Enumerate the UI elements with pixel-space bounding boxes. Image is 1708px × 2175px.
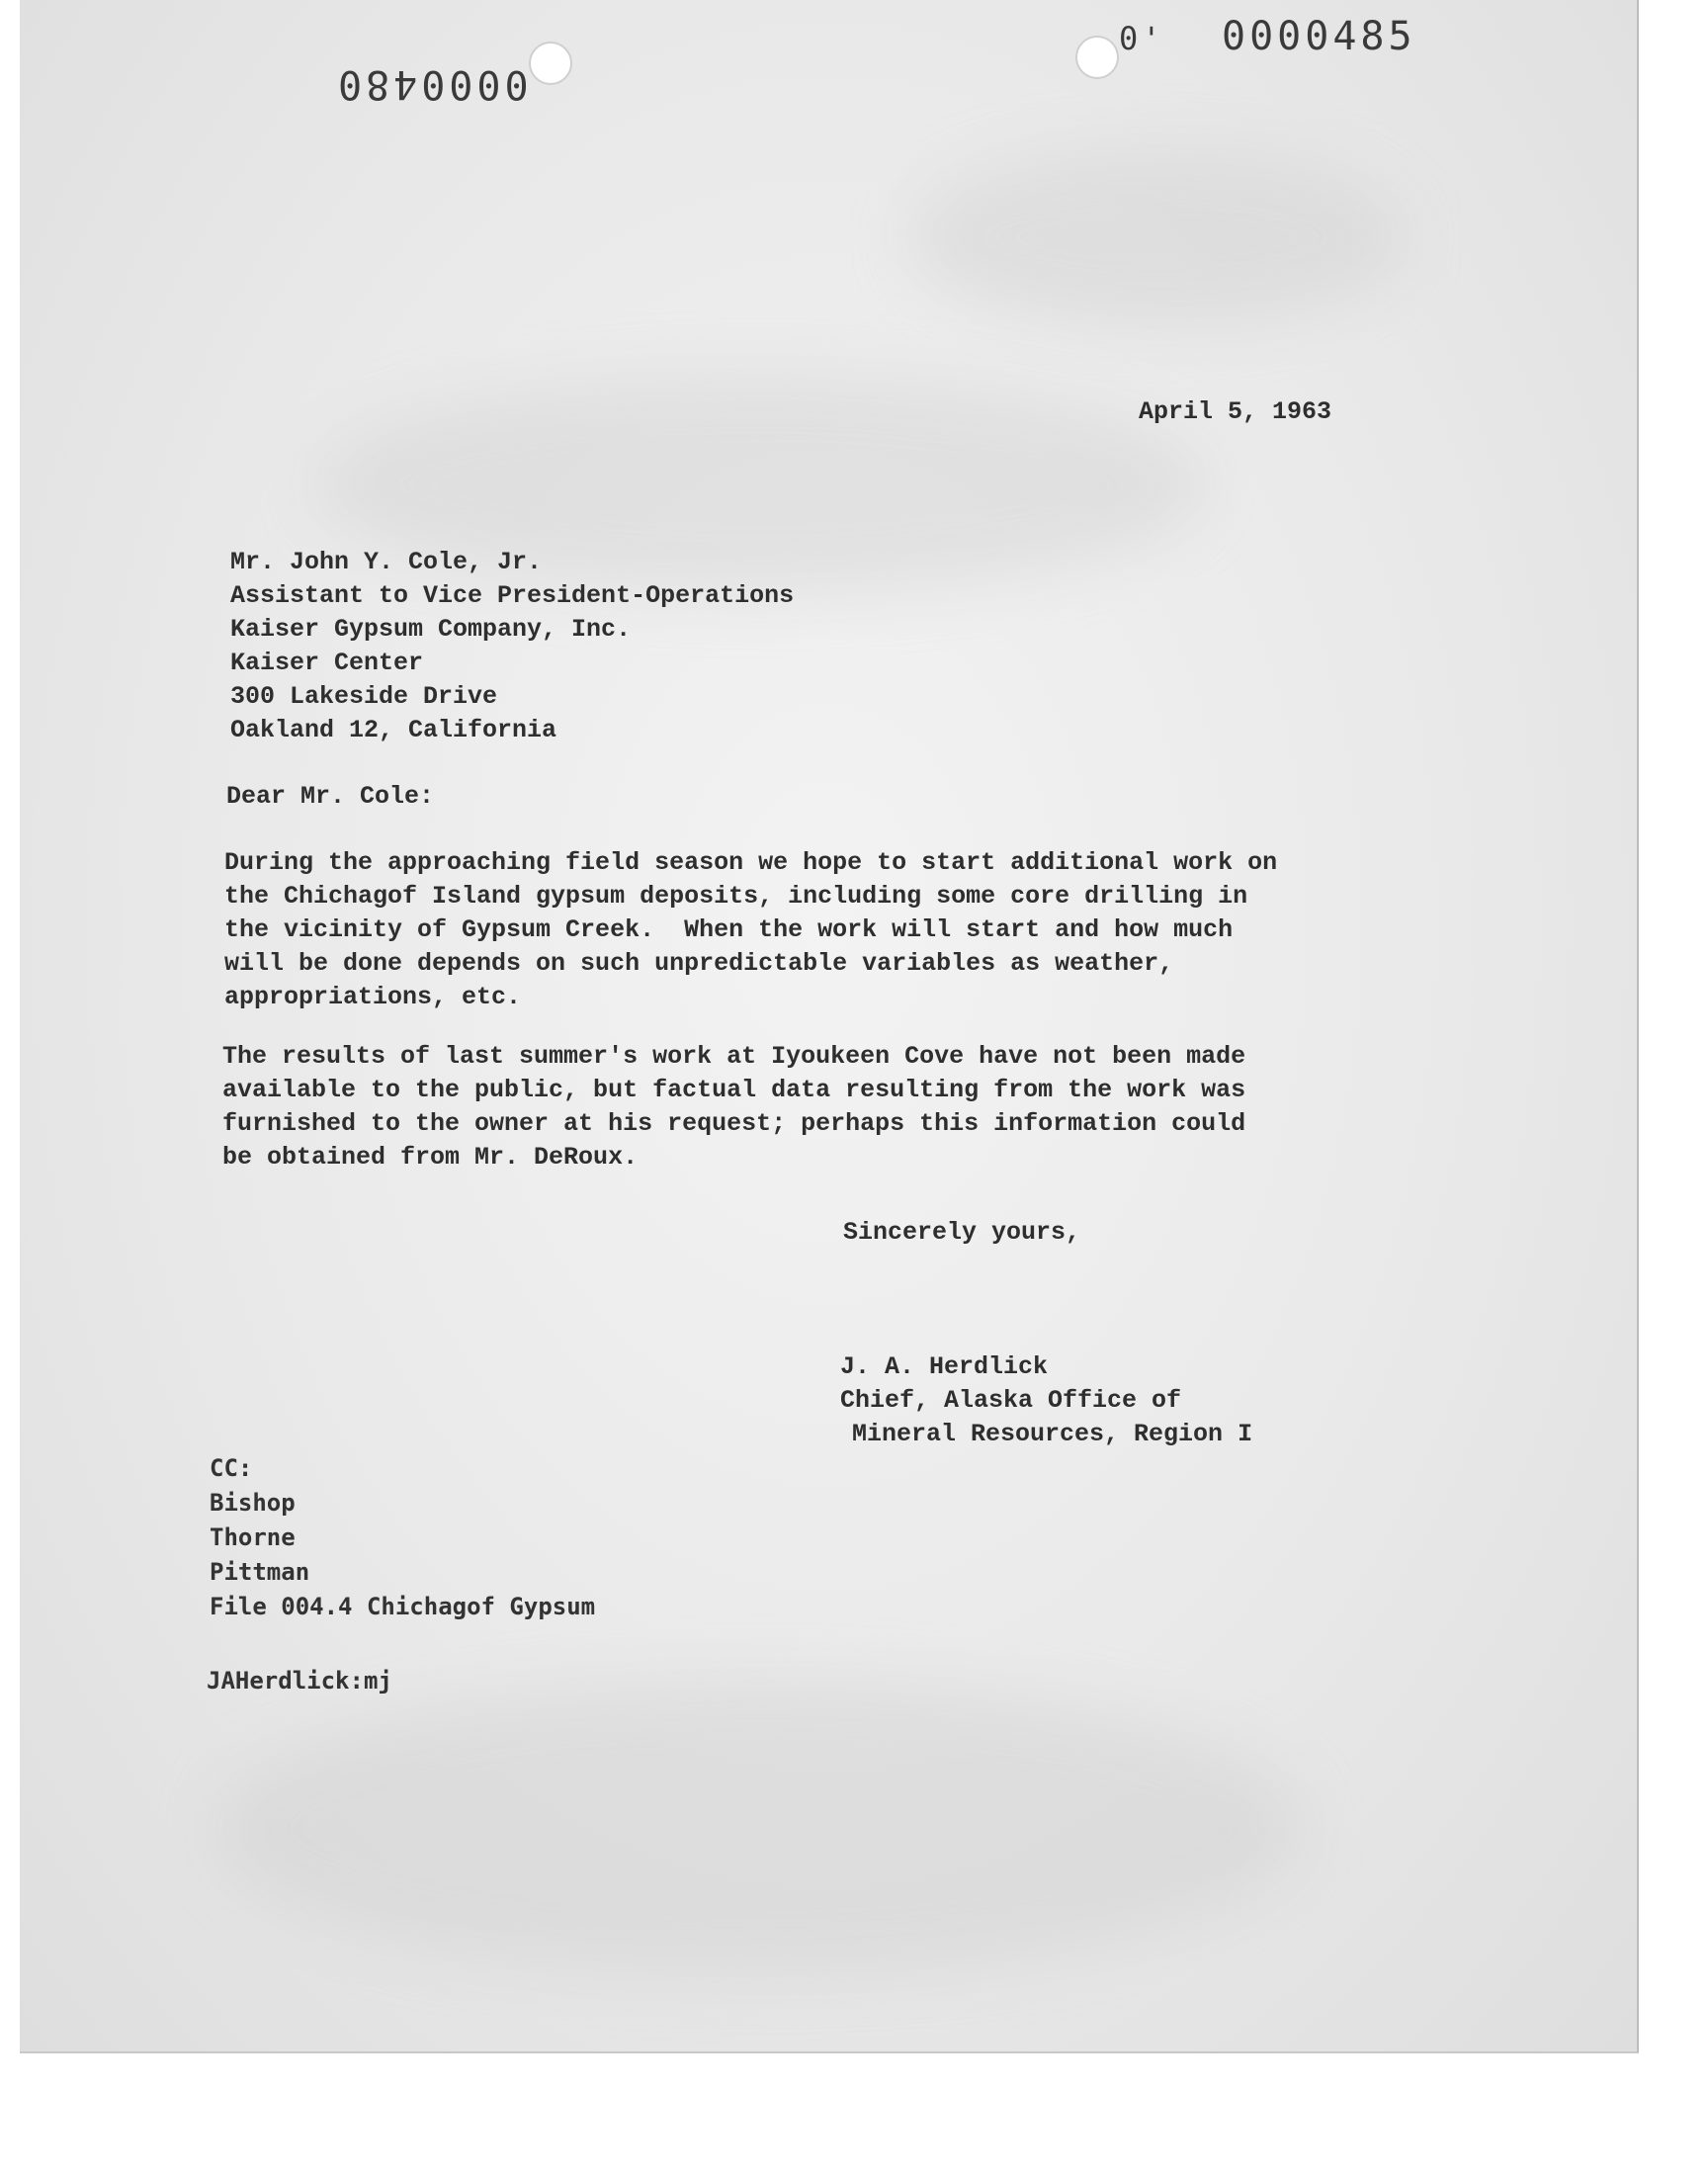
address-line: 300 Lakeside Drive: [230, 682, 498, 711]
page-number-stamp-prefix: 0': [1119, 20, 1165, 57]
paragraph-line: available to the public, but factual data resulting from the work was: [222, 1076, 1246, 1104]
address-line: Oakland 12, California: [230, 716, 557, 744]
signer-name: J. A. Herdlick: [840, 1352, 1049, 1381]
paragraph-line: will be done depends on such unpredictable variables as weather,: [224, 949, 1174, 978]
punch-hole: [529, 42, 572, 85]
cc-label: CC:: [210, 1454, 253, 1482]
address-line: Assistant to Vice President-Operations: [230, 581, 795, 610]
paragraph-line: During the approaching field season we hope to start additional work on: [224, 848, 1278, 877]
address-line: Mr. John Y. Cole, Jr.: [230, 548, 543, 576]
body-paragraph-1: [224, 846, 1277, 1014]
paragraph-line: The results of last summer's work at Iyoukeen Cove have not been made: [222, 1042, 1246, 1071]
signer-title: Chief, Alaska Office of: [840, 1386, 1182, 1415]
signature-block: [840, 1350, 1252, 1451]
address-line: Kaiser Center: [230, 649, 424, 677]
paragraph-line: the Chichagof Island gypsum deposits, including some core drilling in: [224, 882, 1248, 911]
paragraph-line: be obtained from Mr. DeRoux.: [222, 1143, 639, 1172]
body-paragraph-2: [222, 1040, 1245, 1174]
paragraph-line: furnished to the owner at his request; perhaps this information could: [222, 1109, 1246, 1138]
page-number-stamp-right: 0000485: [1222, 14, 1416, 59]
scan-smudge: [909, 148, 1404, 326]
paragraph-line: the vicinity of Gypsum Creek. When the work will start and how much: [224, 915, 1234, 944]
closing: Sincerely yours,: [843, 1218, 1081, 1247]
cc-recipient: Bishop: [210, 1489, 296, 1517]
address-line: Kaiser Gypsum Company, Inc.: [230, 615, 632, 644]
paragraph-line: appropriations, etc.: [224, 983, 522, 1011]
cc-recipient: Thorne: [210, 1523, 296, 1551]
salutation: Dear Mr. Cole:: [226, 782, 435, 811]
signer-title: Mineral Resources, Region I: [852, 1420, 1253, 1448]
cc-recipient: Pittman: [210, 1558, 310, 1586]
letter-page: [20, 0, 1639, 2053]
letter-date: April 5, 1963: [1139, 397, 1332, 426]
cc-block: [210, 1451, 595, 1624]
cc-recipient: File 004.4 Chichagof Gypsum: [210, 1593, 596, 1620]
page-number-stamp-left: 0000480: [334, 61, 529, 107]
punch-hole: [1075, 36, 1119, 79]
typist-initials: JAHerdlick:mj: [207, 1667, 392, 1695]
scan-smudge: [217, 1681, 1305, 1977]
recipient-address: [230, 546, 794, 747]
